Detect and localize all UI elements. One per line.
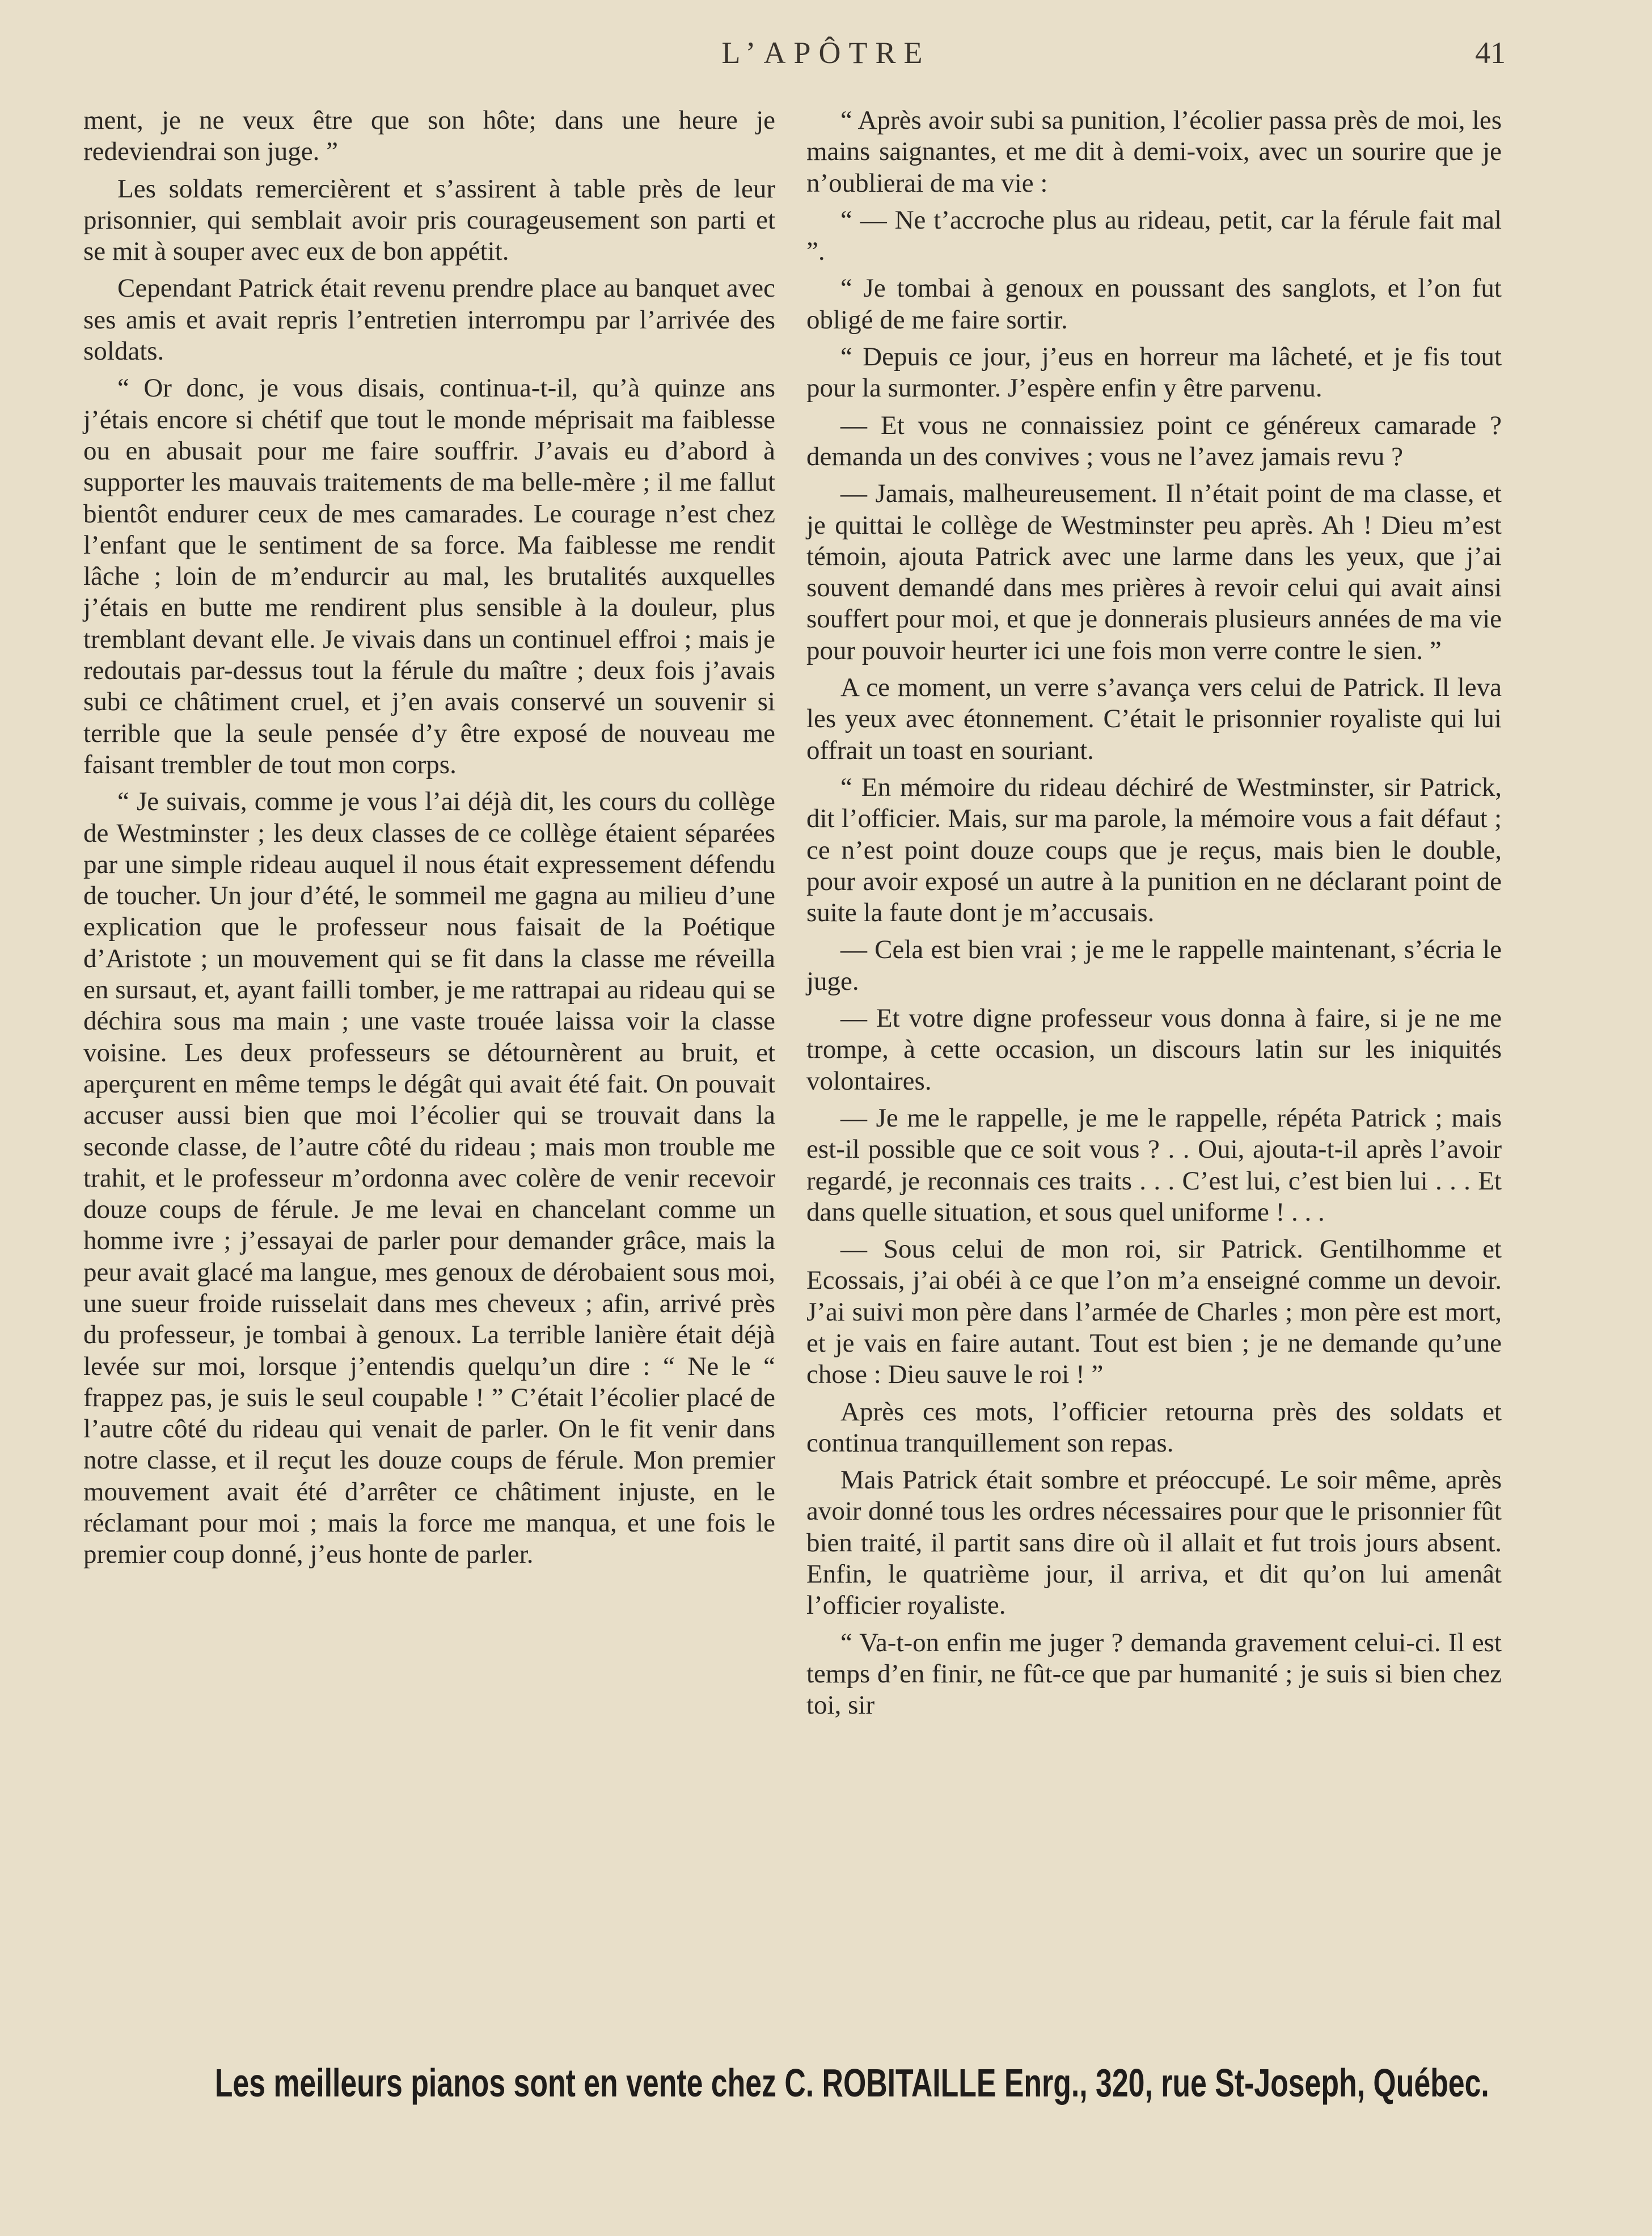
paragraph: Mais Patrick était sombre et préoccupé. Le soir même, après avoir donné tous les ordres nécessaires pour que le prisonnier fût bien traité, il partit sans dire où il allait et fut trois jours absent. Enfin, le quatrième jour, il arriva, et dit qu’on lui amenât l’officier royaliste. bbox=[806, 1465, 1502, 1621]
paragraph: “ Va-t-on enfin me juger ? demanda gravement celui-ci. Il est temps d’en finir, ne fût-ce que par humanité ; je suis si bien chez toi, sir bbox=[806, 1627, 1502, 1720]
paragraph: A ce moment, un verre s’avança vers celui de Patrick. Il leva les yeux avec étonnement. C’était le prisonnier royaliste qui lui offrait un toast en souriant. bbox=[806, 673, 1502, 765]
left-column bbox=[83, 105, 775, 1576]
paragraph: — Cela est bien vrai ; je me le rappelle maintenant, s’écria le juge. bbox=[806, 935, 1502, 996]
paragraph: “ Depuis ce jour, j’eus en horreur ma lâcheté, et je fis tout pour la surmonter. J’espère enfin y être parvenu. bbox=[806, 342, 1502, 403]
right-column bbox=[806, 105, 1502, 1727]
running-title: L’APÔTRE bbox=[721, 36, 931, 70]
paragraph: — Jamais, malheureusement. Il n’était point de ma classe, et je quittai le collège de Westminster peu après. Ah ! Dieu m’est témoin, ajouta Patrick avec une larme dans les yeux, que j’ai souvent demandé dans mes prières à revoir celui qui avait ainsi souffert pour moi, et que je donnerais plusieurs années de ma vie pour pouvoir heurter ici une fois mon verre contre le sien. ” bbox=[806, 479, 1502, 665]
paragraph: — Et votre digne professeur vous donna à faire, si je ne me trompe, à cette occasion, un discours latin sur les iniquités volontaires. bbox=[806, 1003, 1502, 1096]
paragraph: “ En mémoire du rideau déchiré de Westminster, sir Patrick, dit l’officier. Mais, sur ma parole, la mémoire vous a fait défaut ; ce n’est point douze coups que je reçus, mais bien le double, pour avoir exposé un autre à la punition en ne déclarant point de suite la faute dont je m’accusais. bbox=[806, 772, 1502, 928]
paragraph: “ — Ne t’accroche plus au rideau, petit, car la férule fait mal ”. bbox=[806, 205, 1502, 267]
paragraph: “ Après avoir subi sa punition, l’écolier passa près de moi, les mains saignantes, et me dit à demi-voix, avec un sourire que je n’oublierai de ma vie : bbox=[806, 106, 1502, 198]
paragraph: Cependant Patrick était revenu prendre place au banquet avec ses amis et avait repris l’entretien interrompu par l’arrivée des soldats. bbox=[83, 273, 775, 366]
paragraph: “ Je suivais, comme je vous l’ai déjà dit, les cours du collège de Westminster ; les deux classes de ce collège étaient séparées par une simple rideau auquel il nous était expressement défendu de toucher. Un jour d’été, le sommeil me gagna au milieu d’une explication que le professeur nous faisait de la Poétique d’Aristote ; un mouvement qui se fit dans la classe me réveilla en sursaut, et, ayant failli tomber, je me rattrapai au rideau qui se déchira sous ma main ; une vaste trouée laissa voir la classe voisine. Les deux professeurs se détournèrent au bruit, et aperçurent en même temps le dégât qui avait été fait. On pouvait accuser aussi bien que moi l’écolier qui se trouvait dans la seconde classe, de l’autre côté du rideau ; mais mon trouble me trahit, et le professeur m’ordonna avec colère de venir recevoir douze coups de férule. Je me levai en chancelant comme un homme ivre ; j’essayai de parler pour demander grâce, mais la peur avait glacé ma langue, mes genoux de dérobaient sous moi, une sueur froide ruisselait dans mes cheveux ; afin, arrivé près du professeur, je tombai à genoux. La terrible lanière était déjà levée sur moi, lorsque j’entendis quelqu’un dire : “ Ne le “ frappez pas, je suis le seul coupable ! ” C’était l’écolier placé de l’autre côté du rideau qui venait de parler. On le fit venir dans notre classe, et il reçut les douze coups de férule. Mon premier mouvement avait été d’arrêter ce châtiment injuste, en le réclamant pour moi ; mais la force me manqua, et une fois le premier coup donné, j’eus honte de parler. bbox=[83, 787, 775, 1570]
footer-advertisement: Les meilleurs pianos sont en vente chez C. ROBITAILLE Enrg., 320, rue St-Joseph, Québec. bbox=[214, 2061, 1489, 2105]
page-number: 41 bbox=[1475, 36, 1506, 70]
paragraph: Les soldats remercièrent et s’assirent à table près de leur prisonnier, qui semblait avoir pris courageusement son parti et se mit à souper avec eux de bon appétit. bbox=[83, 174, 775, 267]
paragraph: — Je me le rappelle, je me le rappelle, répéta Patrick ; mais est-il possible que ce soit vous ? . . Oui, ajouta-t-il après l’avoir regardé, je reconnais ces traits . . . C’est lui, c’est bien lui . . . Et dans quelle situation, et sous quel uniforme ! . . . bbox=[806, 1103, 1502, 1227]
paragraph: — Sous celui de mon roi, sir Patrick. Gentilhomme et Ecossais, j’ai obéi à ce que l’on m’a enseigné comme un devoir. J’ai suivi mon père dans l’armée de Charles ; mon père est mort, et je vais en faire autant. Tout est bien ; je ne demande qu’une chose : Dieu sauve le roi ! ” bbox=[806, 1234, 1502, 1390]
paragraph: Après ces mots, l’officier retourna près des soldats et continua tranquillement son repas. bbox=[806, 1397, 1502, 1458]
paragraph: — Et vous ne connaissiez point ce généreux camarade ? demanda un des convives ; vous ne l’avez jamais revu ? bbox=[806, 410, 1502, 471]
paragraph: ment, je ne veux être que son hôte; dans une heure je redeviendrai son juge. ” bbox=[83, 106, 775, 167]
paragraph: “ Je tombai à genoux en poussant des sanglots, et l’on fut obligé de me faire sortir. bbox=[806, 273, 1502, 335]
paragraph: “ Or donc, je vous disais, continua-t-il, qu’à quinze ans j’étais encore si chétif que tout le monde méprisait ma faiblesse ou en abusait pour me faire souffrir. J’avais eu d’abord à supporter les mauvais traitements de ma belle-mère ; il me fallut bientôt endurer ceux de mes camarades. Le courage n’est chez l’enfant que le sentiment de sa force. Ma faiblesse me rendit lâche ; loin de m’endurcir au mal, les brutalités auxquelles j’étais en butte me rendirent plus sensible à la douleur, plus tremblant devant elle. Je vivais dans un continuel effroi ; mais je redoutais par-dessus tout la férule du maître ; deux fois j’avais subi ce châtiment cruel, et j’en avais conservé un souvenir si terrible que la seule pensée d’y être exposé de nouveau me faisant trembler de tout mon corps. bbox=[83, 373, 775, 779]
